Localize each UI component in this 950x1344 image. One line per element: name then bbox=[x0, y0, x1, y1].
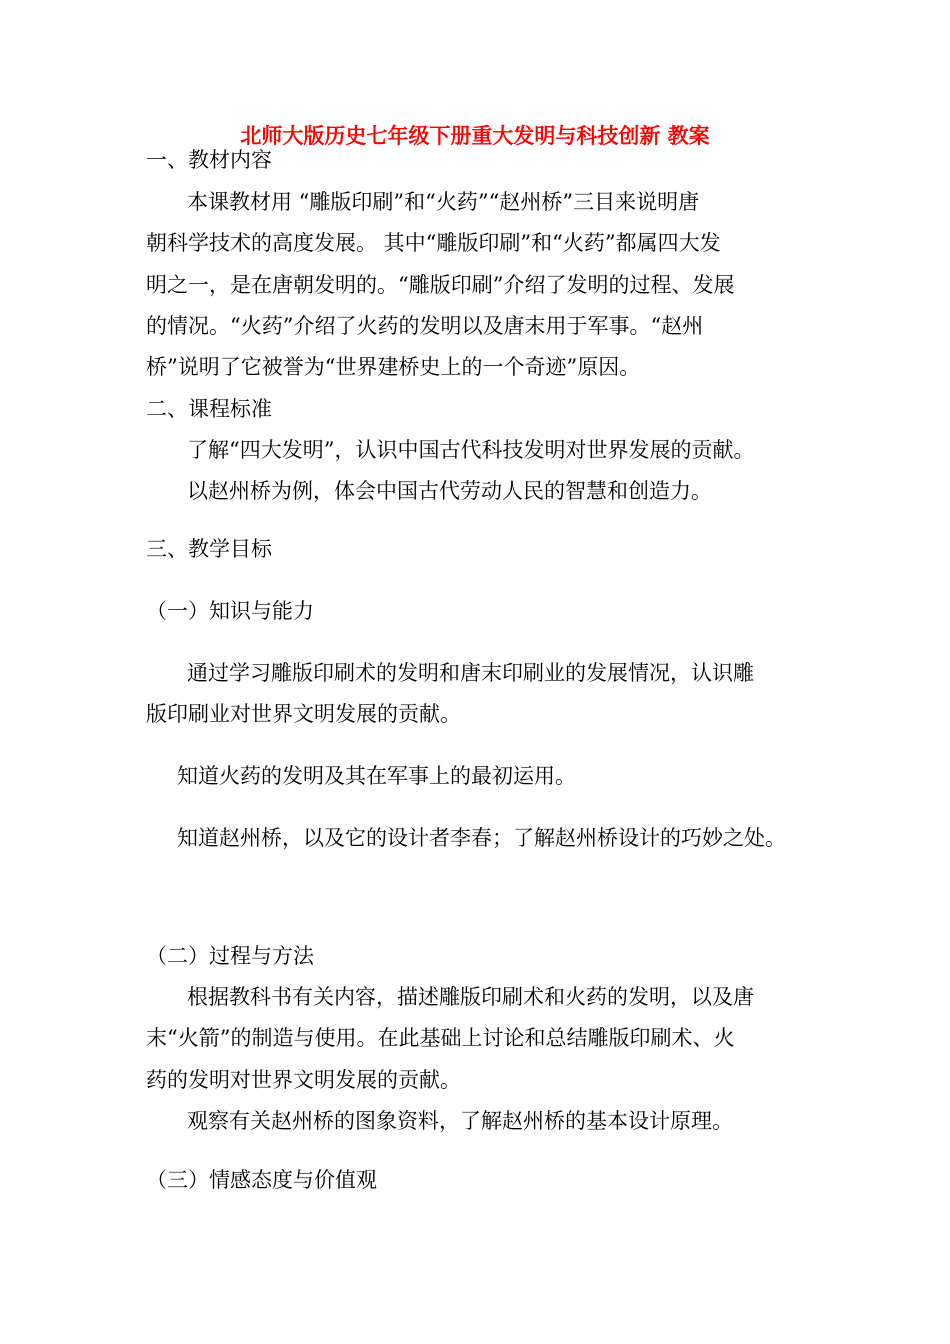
paragraph-line: 知道赵州桥，以及它的设计者李春；了解赵州桥设计的巧妙之处。 bbox=[177, 826, 786, 850]
subsection-heading-process: （二）过程与方法 bbox=[146, 944, 314, 968]
section-heading-standard: 二、课程标准 bbox=[146, 397, 272, 421]
paragraph-line: 观察有关赵州桥的图象资料，了解赵州桥的基本设计原理。 bbox=[187, 1109, 733, 1133]
paragraph-line: 本课教材用 “雕版印刷”和“火药”“赵州桥”三目来说明唐 bbox=[187, 190, 700, 214]
subsection-heading-knowledge: （一）知识与能力 bbox=[146, 599, 314, 623]
section-heading-content: 一、教材内容 bbox=[146, 148, 272, 172]
paragraph-line: 桥”说明了它被誉为“世界建桥史上的一个奇迹”原因。 bbox=[146, 355, 641, 379]
paragraph-line: 药的发明对世界文明发展的贡献。 bbox=[146, 1068, 461, 1092]
paragraph-line: 的情况。“火药”介绍了火药的发明以及唐末用于军事。“赵州 bbox=[146, 314, 704, 338]
paragraph-line: 通过学习雕版印刷术的发明和唐末印刷业的发展情况，认识雕 bbox=[187, 661, 754, 685]
paragraph-line: 了解“四大发明”，认识中国古代科技发明对世界发展的贡献。 bbox=[187, 438, 755, 462]
paragraph-line: 知道火药的发明及其在军事上的最初运用。 bbox=[177, 764, 576, 788]
paragraph-line: 末“火箭”的制造与使用。在此基础上讨论和总结雕版印刷术、火 bbox=[146, 1026, 735, 1050]
paragraph-line: 根据教科书有关内容，描述雕版印刷术和火药的发明，以及唐 bbox=[187, 985, 754, 1009]
subsection-heading-values: （三）情感态度与价值观 bbox=[146, 1168, 377, 1192]
paragraph-line: 明之一，是在唐朝发明的。“雕版印刷”介绍了发明的过程、发展 bbox=[146, 273, 735, 297]
paragraph-line: 以赵州桥为例，体会中国古代劳动人民的智慧和创造力。 bbox=[187, 479, 712, 503]
document-title: 北师大版历史七年级下册重大发明与科技创新 教案 bbox=[240, 124, 710, 148]
paragraph-line: 版印刷业对世界文明发展的贡献。 bbox=[146, 702, 461, 726]
section-heading-goals: 三、教学目标 bbox=[146, 537, 272, 561]
paragraph-line: 朝科学技术的高度发展。 其中“雕版印刷”和“火药”都属四大发 bbox=[146, 231, 721, 255]
